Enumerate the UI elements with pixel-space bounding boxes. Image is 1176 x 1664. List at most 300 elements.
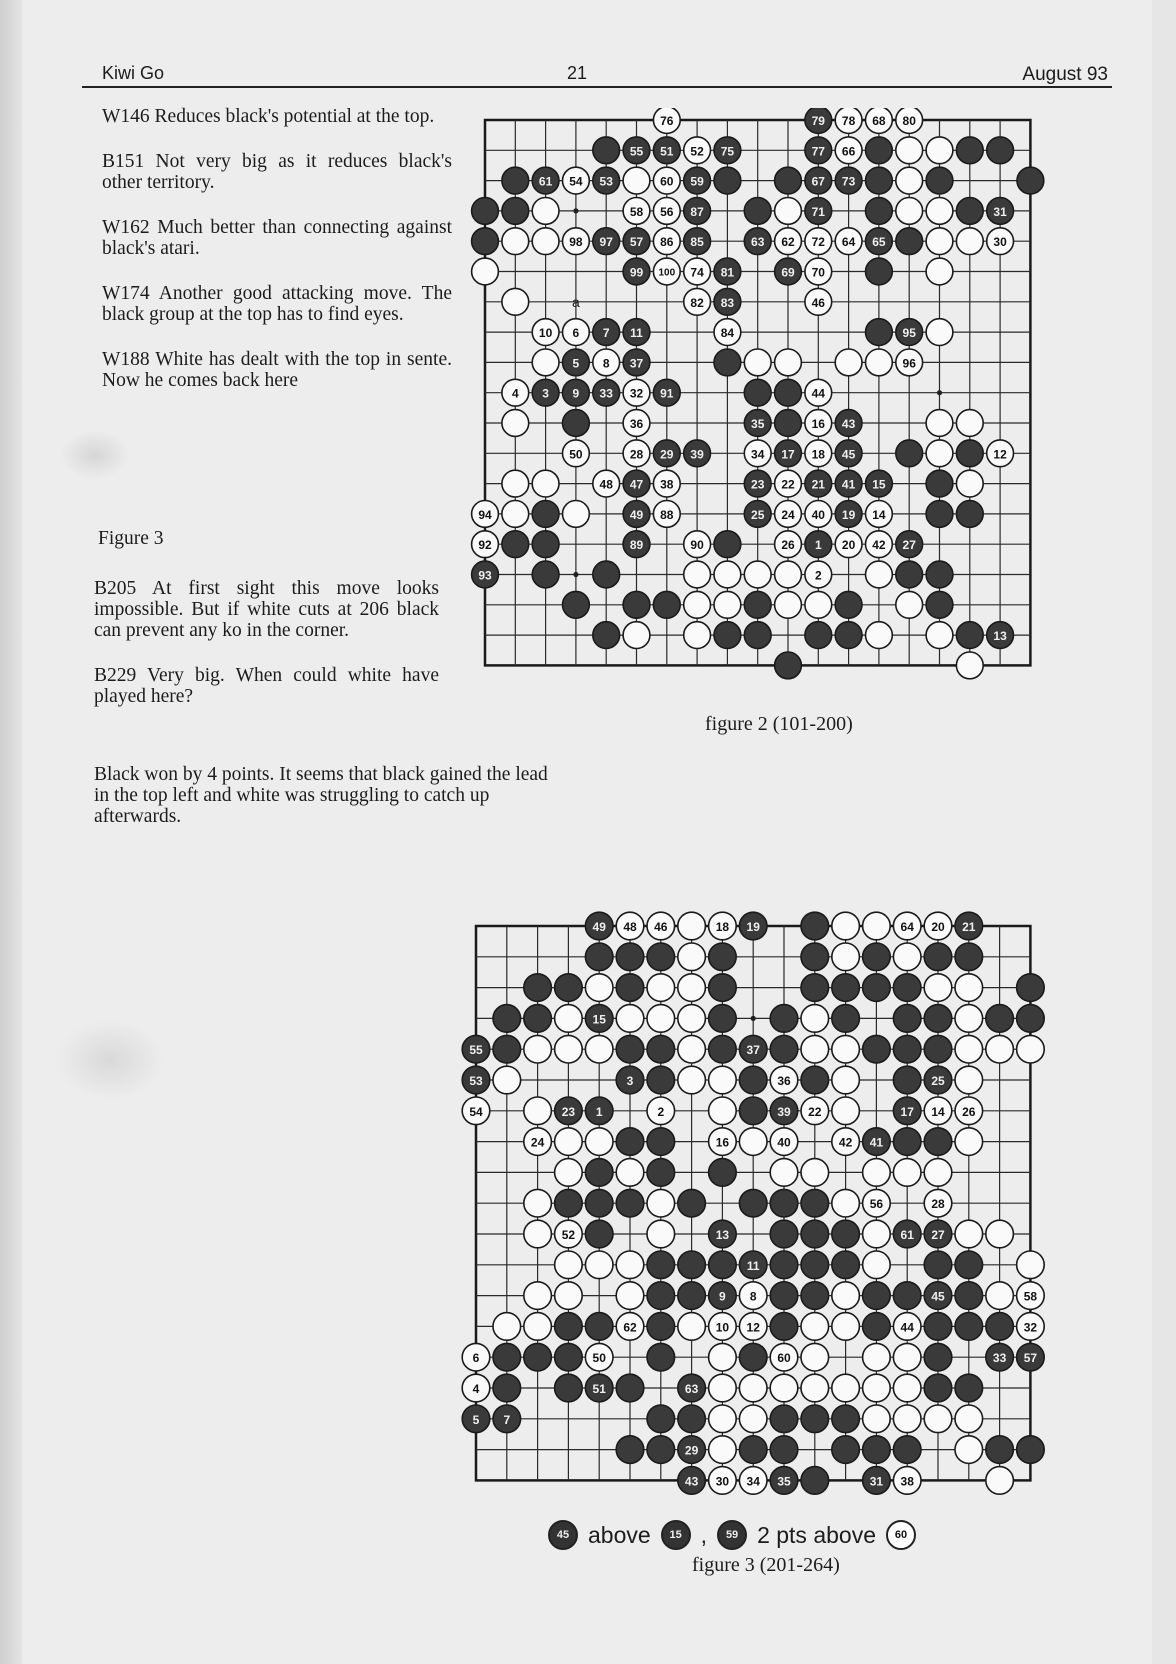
move-number-label: 43	[841, 417, 856, 431]
hoshi-point	[937, 390, 942, 395]
white-stone	[801, 1035, 829, 1063]
white-stone	[986, 1035, 1014, 1063]
black-stone	[863, 974, 891, 1002]
move-number-label: 42	[838, 1135, 853, 1150]
move-number-label: 69	[781, 265, 795, 280]
black-stone	[472, 228, 499, 255]
move-number-label: 81	[720, 265, 735, 280]
black-stone	[832, 974, 860, 1002]
black-stone	[893, 1282, 921, 1310]
black-stone	[709, 1251, 737, 1279]
black-stone	[801, 943, 829, 971]
go-board-figure-2	[452, 108, 1072, 708]
move-number-label: 54	[569, 174, 583, 189]
white-stone	[684, 591, 711, 618]
move-number-label: 12	[993, 447, 1007, 462]
move-number-label: 5	[472, 1412, 480, 1427]
page-header	[82, 52, 1112, 88]
black-stone	[616, 974, 644, 1002]
move-number-label: 36	[777, 1074, 791, 1088]
black-stone	[616, 1374, 644, 1402]
white-stone	[744, 561, 771, 588]
black-stone	[801, 912, 829, 940]
white-stone	[744, 349, 771, 376]
black-stone	[653, 591, 680, 618]
move-number-label: 12	[746, 1320, 760, 1335]
black-stone	[709, 1159, 737, 1187]
black-stone	[739, 1189, 767, 1217]
move-number-label: 21	[811, 477, 825, 492]
move-number-label: 40	[811, 507, 825, 522]
black-stone	[593, 561, 620, 588]
white-stone	[1017, 1251, 1045, 1279]
black-stone-icon: 15	[661, 1520, 691, 1550]
move-number-label: 54	[469, 1104, 483, 1119]
black-stone	[616, 943, 644, 971]
black-stone	[956, 501, 983, 528]
white-stone	[896, 591, 923, 618]
move-number-label: 2	[814, 568, 822, 583]
game-result-text: Black won by 4 points. It seems that black gained the lead in the top left and white was struggling to catch up afterwards.	[94, 764, 548, 827]
white-stone	[709, 1374, 737, 1402]
move-number-label: 58	[629, 204, 644, 219]
move-number-label: 14	[931, 1104, 945, 1119]
black-stone	[801, 1066, 829, 1094]
white-stone	[866, 622, 893, 649]
page-stain	[55, 1020, 165, 1100]
white-stone	[926, 258, 953, 285]
white-stone	[832, 912, 860, 940]
white-stone	[739, 1128, 767, 1156]
move-number-label: 40	[777, 1135, 791, 1150]
move-number-label: 55	[469, 1043, 483, 1058]
black-stone	[955, 1251, 983, 1279]
white-stone	[801, 1374, 829, 1402]
white-stone	[863, 1251, 891, 1279]
white-stone	[714, 591, 741, 618]
move-number-label: 92	[478, 538, 492, 553]
white-stone	[524, 1282, 552, 1310]
black-stone	[801, 1467, 829, 1495]
move-number-label: 18	[811, 447, 825, 462]
white-stone	[502, 288, 529, 315]
white-stone	[616, 1282, 644, 1310]
black-stone	[835, 591, 862, 618]
move-number-label: 61	[538, 174, 553, 189]
black-stone	[801, 1189, 829, 1217]
black-stone	[524, 1005, 552, 1033]
black-stone	[896, 440, 923, 467]
black-stone	[647, 1251, 675, 1279]
black-stone	[863, 1282, 891, 1310]
move-number-label: 5	[572, 356, 580, 371]
white-stone	[893, 1159, 921, 1187]
black-stone	[801, 974, 829, 1002]
move-number-label: 66	[841, 144, 856, 159]
black-stone	[956, 198, 983, 225]
move-number-label: 38	[900, 1474, 914, 1489]
note-separator: ,	[700, 1521, 708, 1548]
black-stone	[863, 1313, 891, 1341]
move-number-label: 26	[781, 538, 795, 553]
white-stone	[493, 1066, 521, 1094]
black-stone	[893, 1128, 921, 1156]
move-number-label: 51	[660, 144, 674, 159]
black-stone	[1017, 1436, 1045, 1464]
black-stone	[801, 1251, 829, 1279]
white-stone	[739, 1405, 767, 1433]
move-number-label: 25	[931, 1074, 945, 1088]
hoshi-point	[573, 208, 578, 213]
black-stone	[924, 943, 952, 971]
note-text: 2 pts above	[757, 1521, 876, 1548]
black-stone	[678, 1405, 706, 1433]
black-stone	[739, 1343, 767, 1371]
move-number-label: 64	[841, 235, 856, 250]
white-stone	[926, 410, 953, 437]
move-number-label: 42	[872, 538, 886, 553]
move-number-label: 52	[561, 1228, 576, 1242]
black-stone	[616, 1035, 644, 1063]
move-number-label: 53	[599, 174, 613, 189]
black-stone	[896, 561, 923, 588]
move-number-label: 59	[690, 174, 704, 189]
black-stone	[493, 1005, 521, 1033]
move-number-label: 56	[660, 204, 674, 219]
black-stone	[926, 561, 953, 588]
black-stone	[775, 652, 802, 679]
comment-paragraph: B151 Not very big as it reduces black's other territory.	[102, 151, 452, 193]
move-number-label: 26	[962, 1104, 976, 1119]
move-number-label: 44	[811, 386, 825, 401]
move-number-label: 4	[472, 1382, 480, 1396]
black-stone	[956, 622, 983, 649]
white-stone	[924, 974, 952, 1002]
move-number-label: 47	[629, 477, 644, 492]
move-number-label: 9	[572, 386, 580, 401]
move-number-label: 24	[781, 507, 795, 522]
move-number-label: 28	[931, 1197, 945, 1212]
black-stone	[647, 1066, 675, 1094]
black-stone	[924, 1035, 952, 1063]
white-stone	[832, 1035, 860, 1063]
move-number-label: 21	[962, 920, 976, 934]
black-stone	[893, 974, 921, 1002]
figure-3-note	[548, 1520, 916, 1550]
black-stone	[678, 1189, 706, 1217]
white-stone	[863, 1343, 891, 1371]
black-stone	[866, 167, 893, 194]
black-stone	[532, 501, 559, 528]
black-stone	[924, 1251, 952, 1279]
black-stone	[863, 1035, 891, 1063]
black-stone	[502, 198, 529, 225]
white-stone	[801, 1005, 829, 1033]
white-stone	[863, 1220, 891, 1248]
move-number-label: 31	[993, 204, 1007, 219]
black-stone	[647, 943, 675, 971]
white-stone	[863, 1405, 891, 1433]
white-stone	[835, 349, 862, 376]
move-number-label: 100	[658, 267, 676, 279]
white-stone	[678, 1066, 706, 1094]
black-stone	[770, 1189, 798, 1217]
black-stone	[986, 1005, 1014, 1033]
white-stone	[832, 943, 860, 971]
black-stone	[647, 1159, 675, 1187]
move-number-label: 39	[777, 1104, 791, 1119]
hoshi-point	[751, 1016, 756, 1021]
move-number-label: 33	[599, 386, 613, 401]
white-stone	[532, 198, 559, 225]
black-stone	[493, 1343, 521, 1371]
white-stone	[585, 1128, 613, 1156]
move-number-label: 43	[684, 1474, 699, 1489]
black-stone	[801, 1220, 829, 1248]
move-number-label: 11	[746, 1258, 760, 1273]
white-stone	[926, 622, 953, 649]
black-stone	[532, 531, 559, 558]
white-stone-icon: 60	[886, 1520, 916, 1550]
white-stone	[678, 1005, 706, 1033]
white-stone	[893, 1405, 921, 1433]
black-stone	[956, 137, 983, 164]
black-stone	[1017, 1005, 1045, 1033]
white-stone	[678, 912, 706, 940]
go-board-figure-3	[438, 904, 1078, 1524]
move-number-label: 3	[542, 386, 549, 401]
white-stone	[472, 258, 499, 285]
move-number-label: 2	[657, 1104, 665, 1119]
black-stone	[775, 379, 802, 406]
white-stone	[709, 1405, 737, 1433]
black-stone	[924, 1313, 952, 1341]
black-stone	[770, 1313, 798, 1341]
move-number-label: 25	[751, 507, 765, 522]
move-number-label: 87	[690, 204, 704, 219]
black-stone	[770, 1220, 798, 1248]
move-number-label: 7	[503, 1412, 511, 1427]
move-number-label: 45	[841, 447, 856, 462]
black-stone	[924, 1374, 952, 1402]
black-stone	[555, 974, 583, 1002]
black-stone	[893, 1066, 921, 1094]
white-stone	[524, 1220, 552, 1248]
black-stone	[593, 137, 620, 164]
white-stone	[709, 1066, 737, 1094]
hoshi-point	[573, 572, 578, 577]
white-stone	[893, 1343, 921, 1371]
black-stone	[555, 1374, 583, 1402]
white-stone	[926, 137, 953, 164]
white-stone	[524, 1035, 552, 1063]
white-stone	[1017, 1035, 1045, 1063]
black-stone	[555, 1343, 583, 1371]
black-stone	[775, 167, 802, 194]
move-number-label: 80	[902, 114, 916, 128]
move-number-label: 57	[629, 235, 644, 250]
move-number-label: 83	[720, 295, 735, 310]
black-stone	[770, 1035, 798, 1063]
black-stone	[616, 1436, 644, 1464]
white-stone	[863, 1374, 891, 1402]
black-stone	[926, 591, 953, 618]
black-stone	[835, 622, 862, 649]
white-stone	[986, 1220, 1014, 1248]
black-stone	[744, 622, 771, 649]
white-stone	[896, 198, 923, 225]
white-stone	[863, 912, 891, 940]
black-stone	[714, 167, 741, 194]
white-stone	[714, 561, 741, 588]
move-number-label: 36	[629, 417, 644, 431]
white-stone	[532, 349, 559, 376]
move-number-label: 91	[660, 386, 674, 401]
move-number-label: 28	[629, 447, 644, 462]
white-stone	[524, 1189, 552, 1217]
black-stone	[739, 1436, 767, 1464]
move-number-label: 16	[811, 417, 825, 431]
black-stone	[863, 943, 891, 971]
white-stone	[524, 1097, 552, 1125]
black-stone	[714, 622, 741, 649]
move-number-label: 86	[660, 235, 674, 250]
black-stone	[955, 1313, 983, 1341]
comment-paragraph: B205 At first sight this move looks impossible. But if white cuts at 206 black can prevent any ko in the corner.	[94, 578, 439, 641]
move-number-label: 8	[602, 356, 610, 371]
white-stone	[955, 1066, 983, 1094]
black-stone	[563, 591, 590, 618]
black-stone	[955, 1374, 983, 1402]
move-number-label: 41	[869, 1135, 884, 1150]
move-number-label: 29	[684, 1443, 699, 1458]
move-number-label: 73	[841, 174, 856, 189]
white-stone	[893, 1374, 921, 1402]
black-stone	[555, 1313, 583, 1341]
move-number-label: 14	[872, 507, 886, 522]
move-number-label: 50	[592, 1351, 606, 1366]
comment-paragraph: W146 Reduces black's potential at the top.	[102, 106, 435, 127]
move-number-label: 39	[690, 447, 704, 462]
black-stone	[709, 943, 737, 971]
black-stone	[493, 1035, 521, 1063]
move-number-label: 60	[777, 1351, 791, 1366]
move-number-label: 76	[660, 114, 674, 128]
white-stone	[896, 137, 923, 164]
move-number-label: 62	[623, 1320, 637, 1335]
white-stone	[678, 974, 706, 1002]
black-stone	[866, 319, 893, 346]
black-stone	[585, 1220, 613, 1248]
black-stone	[744, 198, 771, 225]
white-stone	[678, 943, 706, 971]
black-stone	[709, 974, 737, 1002]
white-stone	[832, 1313, 860, 1341]
move-number-label: 50	[569, 447, 583, 462]
white-stone	[563, 501, 590, 528]
black-stone	[893, 1436, 921, 1464]
move-number-label: 37	[629, 356, 644, 371]
white-stone	[926, 228, 953, 255]
move-number-label: 19	[841, 507, 856, 522]
white-stone	[647, 1189, 675, 1217]
white-stone	[647, 1220, 675, 1248]
white-stone	[955, 1128, 983, 1156]
white-stone	[493, 1313, 521, 1341]
black-stone-icon: 59	[717, 1520, 747, 1550]
white-stone	[896, 167, 923, 194]
white-stone	[955, 1436, 983, 1464]
move-number-label: 7	[602, 326, 610, 341]
black-stone	[563, 410, 590, 437]
move-number-label: 78	[841, 114, 856, 128]
black-stone	[616, 1128, 644, 1156]
move-number-label: 57	[1023, 1351, 1038, 1366]
black-stone	[585, 1189, 613, 1217]
move-number-label: 95	[902, 326, 916, 341]
note-text: above	[588, 1521, 651, 1548]
move-number-label: 48	[599, 477, 613, 492]
black-stone	[524, 974, 552, 1002]
move-number-label: 32	[629, 386, 644, 401]
black-stone	[739, 1097, 767, 1125]
move-number-label: 34	[751, 447, 765, 462]
white-stone	[866, 561, 893, 588]
black-stone	[502, 531, 529, 558]
move-number-label: 68	[872, 114, 886, 128]
move-number-label: 44	[900, 1320, 914, 1335]
black-stone	[739, 1066, 767, 1094]
move-number-label: 85	[690, 235, 704, 250]
move-number-label: 49	[592, 920, 606, 934]
black-stone	[647, 1436, 675, 1464]
move-number-label: 84	[720, 326, 735, 341]
black-stone	[709, 1035, 737, 1063]
black-stone	[770, 1405, 798, 1433]
move-number-label: 32	[1023, 1320, 1038, 1335]
white-stone	[555, 1005, 583, 1033]
black-stone	[770, 1282, 798, 1310]
white-stone	[893, 943, 921, 971]
move-number-label: 18	[715, 920, 730, 934]
black-stone	[502, 167, 529, 194]
white-stone	[926, 198, 953, 225]
white-stone	[805, 591, 832, 618]
move-number-label: 46	[654, 920, 668, 934]
black-stone	[924, 1005, 952, 1033]
move-number-label: 99	[629, 265, 644, 280]
black-stone	[555, 1189, 583, 1217]
comment-paragraph: W162 Much better than connecting against black's atari.	[102, 217, 452, 259]
black-stone	[893, 1035, 921, 1063]
move-number-label: 72	[811, 235, 825, 250]
white-stone	[585, 974, 613, 1002]
white-stone	[678, 1035, 706, 1063]
comment-paragraph: B229 Very big. When could white have played here?	[94, 665, 439, 707]
move-number-label: 77	[811, 144, 825, 159]
move-number-label: 6	[572, 326, 580, 341]
white-stone	[555, 1128, 583, 1156]
white-stone	[955, 1005, 983, 1033]
white-stone	[986, 1467, 1014, 1495]
move-number-label: 17	[781, 447, 795, 462]
white-stone	[775, 561, 802, 588]
move-number-label: 20	[931, 920, 945, 934]
black-stone	[593, 622, 620, 649]
white-stone	[532, 470, 559, 497]
move-number-label: 15	[872, 477, 886, 492]
black-stone	[805, 622, 832, 649]
